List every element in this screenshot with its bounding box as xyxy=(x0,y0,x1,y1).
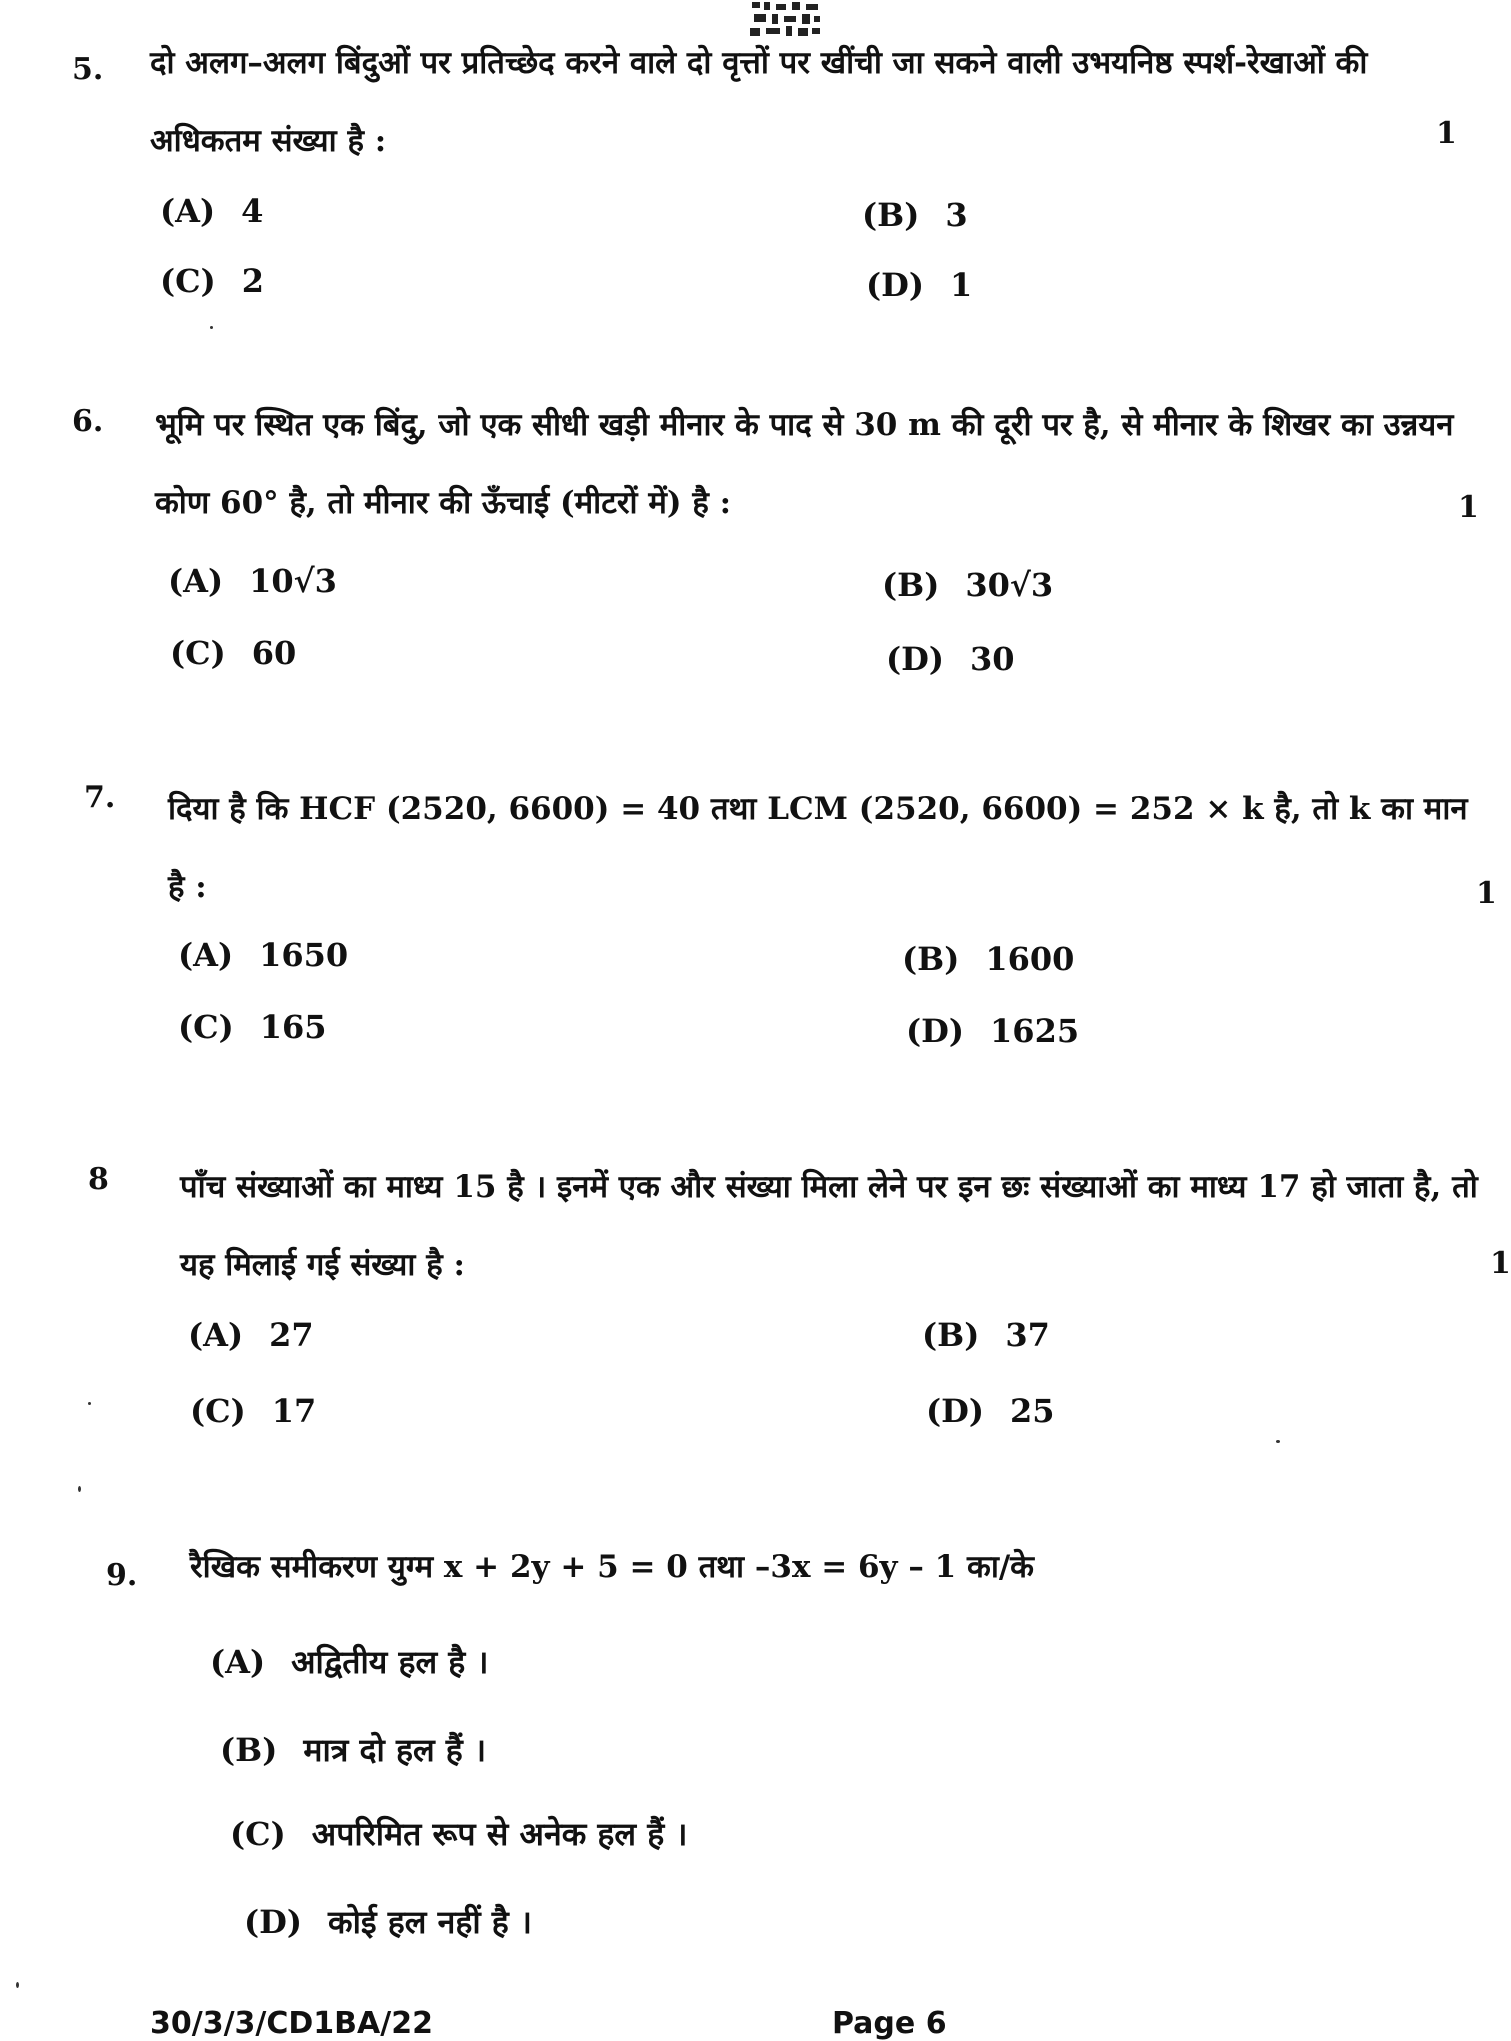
question-text: दिया है कि HCF (2520, 6600) = 40 तथा LCM (2520, 6600) = 252 × k है, तो k का मान है : xyxy=(168,791,1468,905)
option-b[interactable] xyxy=(862,196,968,234)
option-label: (A) xyxy=(168,562,224,600)
question-number: 7. xyxy=(84,780,116,815)
paper-code: 30/3/3/CD1BA/22 xyxy=(150,2006,433,2041)
question-marks: 1 xyxy=(1490,1246,1511,1281)
option-d[interactable] xyxy=(906,1012,1079,1050)
option-label: (D) xyxy=(886,640,945,678)
question-number: 8 xyxy=(88,1162,109,1197)
option-label: (B) xyxy=(922,1316,980,1354)
option-label: (C) xyxy=(160,262,216,300)
option-value: अद्वितीय हल है । xyxy=(291,1643,489,1681)
option-label: (A) xyxy=(188,1316,244,1354)
option-label: (D) xyxy=(866,266,925,304)
option-label: (A) xyxy=(178,936,234,974)
option-value: 37 xyxy=(1005,1316,1050,1354)
option-d[interactable] xyxy=(926,1392,1055,1430)
option-value: 3 xyxy=(945,196,968,234)
option-a[interactable] xyxy=(178,936,348,974)
option-label: (B) xyxy=(862,196,920,234)
scan-speck xyxy=(88,1402,91,1405)
option-d[interactable] xyxy=(244,1900,532,1943)
option-value: 17 xyxy=(271,1392,317,1430)
scan-speck xyxy=(210,326,213,329)
option-value: 165 xyxy=(259,1008,327,1046)
option-label: (C) xyxy=(178,1008,234,1046)
option-c[interactable] xyxy=(170,634,296,672)
scan-speck xyxy=(78,1486,81,1492)
option-label: (C) xyxy=(170,634,226,672)
option-a[interactable] xyxy=(168,562,337,600)
option-label: (D) xyxy=(926,1392,985,1430)
option-value: 25 xyxy=(1010,1392,1055,1430)
scan-speck xyxy=(1276,1440,1280,1443)
option-c[interactable] xyxy=(230,1812,688,1855)
option-c[interactable] xyxy=(160,262,264,300)
option-value: 30√3 xyxy=(965,566,1054,604)
question-marks: 1 xyxy=(1436,116,1457,151)
option-b[interactable] xyxy=(922,1316,1050,1354)
option-label: (B) xyxy=(882,566,940,604)
option-value: 1600 xyxy=(985,940,1075,978)
option-a[interactable] xyxy=(188,1316,314,1354)
option-value: अपरिमित रूप से अनेक हल हैं । xyxy=(311,1815,688,1853)
option-value: 4 xyxy=(241,192,264,230)
option-d[interactable] xyxy=(886,640,1015,678)
option-value: 30 xyxy=(970,640,1015,678)
option-c[interactable] xyxy=(190,1392,316,1430)
option-value: 2 xyxy=(241,262,265,300)
option-value: 27 xyxy=(269,1316,314,1354)
option-b[interactable] xyxy=(902,940,1074,978)
option-label: (B) xyxy=(902,940,960,978)
scan-speck xyxy=(16,1982,19,1988)
option-value: कोई हल नहीं है । xyxy=(328,1903,533,1941)
question-number: 9. xyxy=(106,1558,138,1593)
option-c[interactable] xyxy=(178,1008,327,1046)
question-marks: 1 xyxy=(1458,490,1479,525)
question-text: दो अलग–अलग बिंदुओं पर प्रतिच्छेद करने वाले दो वृत्तों पर खींची जा सकने वाली उभयनिष्ठ स्पर्श-रेखाओं की अधिकतम संख्या है : xyxy=(150,45,1368,159)
question-text: रैखिक समीकरण युग्म x + 2y + 5 = 0 तथा –3x = 6y – 1 का/के xyxy=(190,1549,1034,1585)
option-label: (B) xyxy=(220,1731,278,1769)
option-a[interactable] xyxy=(160,192,263,230)
option-value: मात्र दो हल हैं । xyxy=(303,1731,487,1769)
option-value: 1650 xyxy=(259,936,349,974)
option-label: (D) xyxy=(906,1012,965,1050)
option-value: 1 xyxy=(950,266,973,304)
option-label: (A) xyxy=(210,1643,266,1681)
option-value: 1625 xyxy=(990,1012,1080,1050)
option-b[interactable] xyxy=(220,1728,486,1771)
option-value: 60 xyxy=(251,634,297,672)
question-number: 5. xyxy=(72,52,104,87)
question-number: 6. xyxy=(72,404,104,439)
page-number: Page 6 xyxy=(832,2006,947,2041)
option-label: (C) xyxy=(190,1392,246,1430)
option-label: (D) xyxy=(244,1903,303,1941)
option-b[interactable] xyxy=(882,566,1053,604)
question-text: भूमि पर स्थित एक बिंदु, जो एक सीधी खड़ी मीनार के पाद से 30 m की दूरी पर है, से मीनार के शिखर का उन्नयन कोण 60° है, तो मीनार की ऊँचाई (मीटरों में) है : xyxy=(155,407,1454,521)
question-marks: 1 xyxy=(1476,876,1497,911)
question-text: पाँच संख्याओं का माध्य 15 है । इनमें एक और संख्या मिला लेने पर इन छः संख्याओं का माध्य 17 हो जाता है, तो यह मिलाई गई संख्या है : xyxy=(180,1169,1478,1283)
option-value: 10√3 xyxy=(249,562,337,600)
option-label: (A) xyxy=(160,192,216,230)
option-a[interactable] xyxy=(210,1640,489,1683)
option-label: (C) xyxy=(230,1815,286,1853)
option-d[interactable] xyxy=(866,266,972,304)
